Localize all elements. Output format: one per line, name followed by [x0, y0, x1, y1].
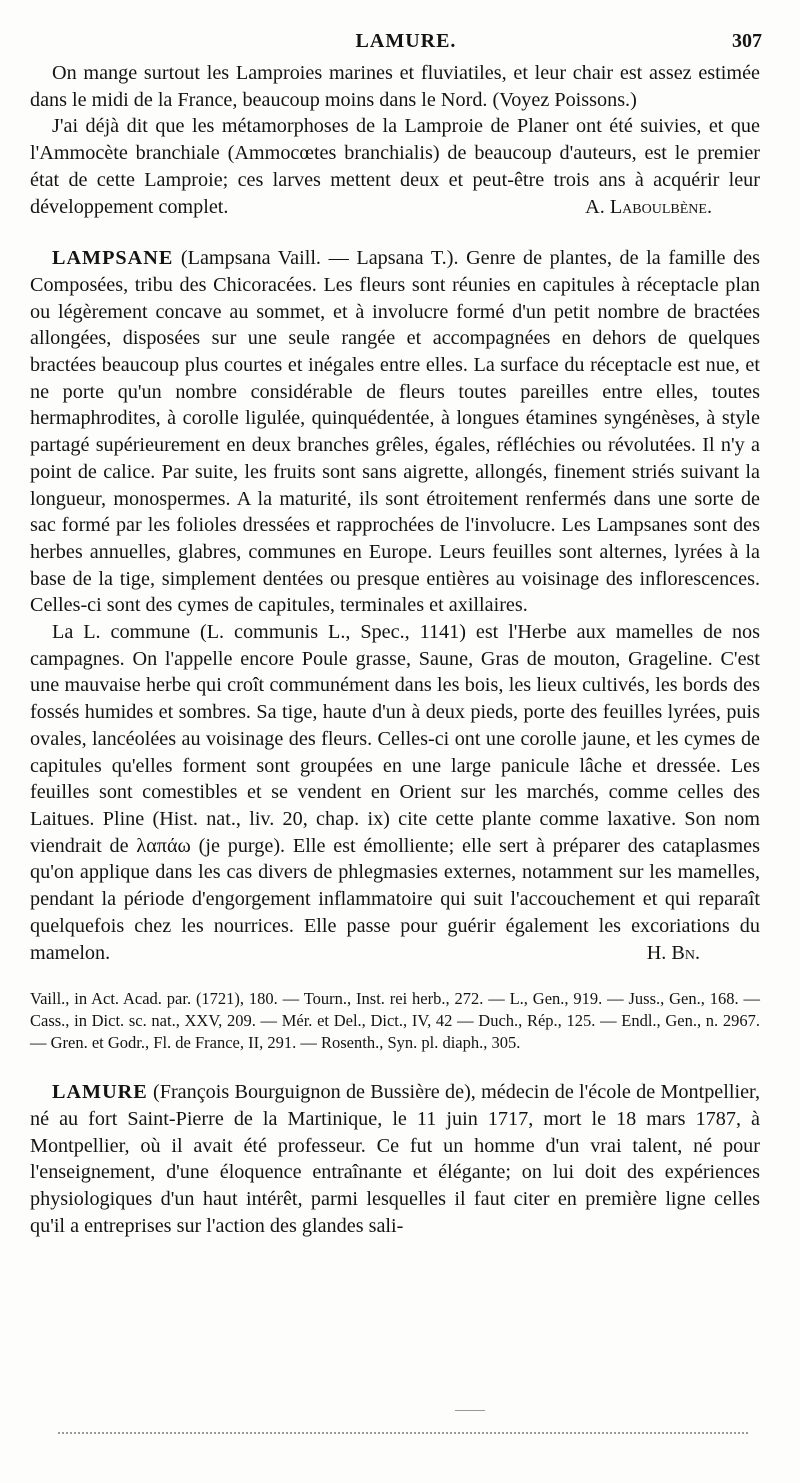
author-signature: H. Bn. — [646, 941, 700, 964]
entry-lamure — [30, 1079, 760, 1239]
running-title: LAMURE. — [355, 30, 457, 52]
author-signature: A. Laboulbène. — [585, 195, 712, 218]
running-head — [50, 30, 762, 56]
text-body — [30, 60, 760, 1239]
page-number: 307 — [732, 30, 762, 52]
paragraph-lamproie-consumption: On mange surtout les Lamproies marines et fluviatiles, et leur chair est assez estimée dans le midi de la France, beaucoup moins dans le Nord. (Voyez Poissons.) — [30, 62, 760, 111]
entry-lampsane — [30, 245, 760, 619]
paragraph-lampsane-commune — [30, 619, 760, 966]
entry-headword: LAMURE — [52, 1081, 148, 1104]
paragraph-text: J'ai déjà dit que les métamorphoses de la Lamproie de Planer ont été suivies, et que l'Ammocète branchiale (Ammocœtes branchialis) de beaucoup d'auteurs, est le premier état de cette Lamproie; ces larves mettent deux et peut-être trois ans à acquérir leur développement complet. — [30, 115, 760, 218]
footer-dotted-rule — [58, 1432, 748, 1434]
footer-mark — [455, 1410, 485, 1411]
paragraph-text: La L. commune (L. communis L., Spec., 1141) est l'Herbe aux mamelles de nos campagnes. On l'appelle encore Poule grasse, Saune, Gras de mouton, Grageline. C'est une mauvaise herbe qui croît communément dans les bois, les lieux cultivés, les bords des fossés humides et sombres. Sa tige, haute d'un à deux pieds, porte des feuilles lyrées, puis ovales, lancéolées au voisinage des fleurs. Celles-ci ont une corolle jaune, et les cymes de capitules qu'elles forment sont groupées en une large panicule lâche et dressée. Les feuilles sont comestibles et se vendent en Orient sur les marchés, comme celles des Laitues. Pline (Hist. nat., liv. 20, chap. ix) cite cette plante comme laxative. Son nom viendrait de λαπάω (je purge). Elle est émolliente; elle sert à préparer des cataplasmes qu'on applique dans les cas divers de phlegmasies externes, notamment sur les mamelles, pendant la période d'engorgement inflammatoire qui suit l'accouchement et qui reparaît quelquefois chez les nourrices. Elle passe pour guérir également les excoriations du mamelon. — [30, 621, 760, 964]
entry-text: (François Bourguignon de Bussière de), médecin de l'école de Montpellier, né au fort Saint-Pierre de la Martinique, le 11 juin 1717, mort le 18 mars 1787, à Montpellier, où il avait été professeur. Ce fut un homme d'un vrai talent, né pour l'enseignement, d'une éloquence entraînante et élégante; on lui doit des expériences physiologiques d'un haut intérêt, parmi lesquelles il faut citer en première ligne celles qu'il a entreprises sur l'action des glandes sali- — [30, 1081, 760, 1237]
entry-text: (Lampsana Vaill. — Lapsana T.). Genre de plantes, de la famille des Composées, tribu des Chicoracées. Les fleurs sont réunies en capitules à réceptacle plan ou légèrement concave au sommet, et à involucre formé d'un petit nombre de bractées allongées, disposées sur une seule rangée et accompagnées en dehors de quelques bractées beaucoup plus courtes et inégales entre elles. La surface du réceptacle est nue, et ne porte qu'un nombre considérable de fleurs toutes pareilles entre elles, toutes hermaphrodites, à corolle ligulée, quinquédentée, à longues étamines syngénèses, à style partagé supérieurement en deux branches grêles, égales, réfléchies ou révolutées. Il n'y a point de calice. Par suite, les fruits sont sans aigrette, allongés, finement striés suivant la longueur, monospermes. A la maturité, ils sont étroitement renfermés dans une sorte de sac formé par les folioles dressées et rapprochées de l'involucre. Les Lampsanes sont des herbes annuelles, glabres, communes en Europe. Leurs feuilles sont alternes, lyrées à la base de la tige, simplement dentées ou presque entières au voisinage des inflorescences. Celles-ci sont des cymes de capitules, terminales et axillaires. — [30, 247, 760, 617]
paragraph-lamproie-metamorphosis — [30, 113, 760, 220]
bibliography: Vaill., in Act. Acad. par. (1721), 180. — Tourn., Inst. rei herb., 272. — L., Gen., 919. — Juss., Gen., 168. — Cass., in Dict. sc. nat., XXV, 209. — Mér. et Del., Dict., IV, 42 — Duch., Rép., 125. — Endl., Gen., n. 2967. — Gren. et Godr., Fl. de France, II, 291. — Rosenth., Syn. pl. diaph., 305. — [30, 989, 760, 1053]
entry-headword: LAMPSANE — [52, 247, 174, 270]
